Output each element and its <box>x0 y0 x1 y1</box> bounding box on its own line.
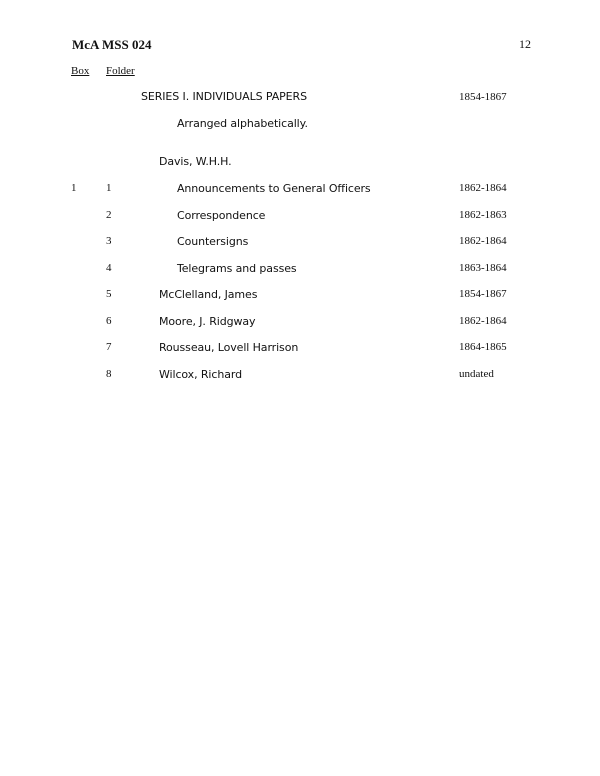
folder-dates: 1862-1864 <box>459 315 507 327</box>
subseries-name: Davis, W.H.H. <box>159 155 232 168</box>
folder-number: 8 <box>106 368 112 380</box>
folder-title: Wilcox, Richard <box>159 368 242 381</box>
folder-title: Telegrams and passes <box>177 262 297 275</box>
folder-title: Announcements to General Officers <box>177 182 371 195</box>
folder-number: 6 <box>106 315 112 327</box>
folder-dates: 1854-1867 <box>459 288 507 300</box>
folder-number: 5 <box>106 288 112 300</box>
series-title: SERIES I. INDIVIDUALS PAPERS <box>141 90 307 103</box>
box-number: 1 <box>71 182 77 194</box>
page-number: 12 <box>519 37 531 51</box>
folder-dates: 1863-1864 <box>459 262 507 274</box>
collection-id: McA MSS 024 <box>72 37 152 52</box>
series-dates: 1854-1867 <box>459 91 507 103</box>
folder-number: 7 <box>106 341 112 353</box>
folder-title: McClelland, James <box>159 288 258 301</box>
folder-title: Moore, J. Ridgway <box>159 315 256 328</box>
folder-dates: undated <box>459 368 494 380</box>
folder-dates: 1862-1864 <box>459 182 507 194</box>
folder-number: 1 <box>106 182 112 194</box>
folder-number: 2 <box>106 209 112 221</box>
folder-number: 4 <box>106 262 112 274</box>
folder-dates: 1862-1863 <box>459 209 507 221</box>
folder-title: Correspondence <box>177 209 266 222</box>
folder-title: Countersigns <box>177 235 249 248</box>
folder-number: 3 <box>106 235 112 247</box>
series-arrangement-note: Arranged alphabetically. <box>177 117 308 130</box>
folder-column-header: Folder <box>106 65 135 77</box>
folder-dates: 1864-1865 <box>459 341 507 353</box>
folder-dates: 1862-1864 <box>459 235 507 247</box>
folder-title: Rousseau, Lovell Harrison <box>159 341 299 354</box>
box-column-header: Box <box>71 65 90 77</box>
